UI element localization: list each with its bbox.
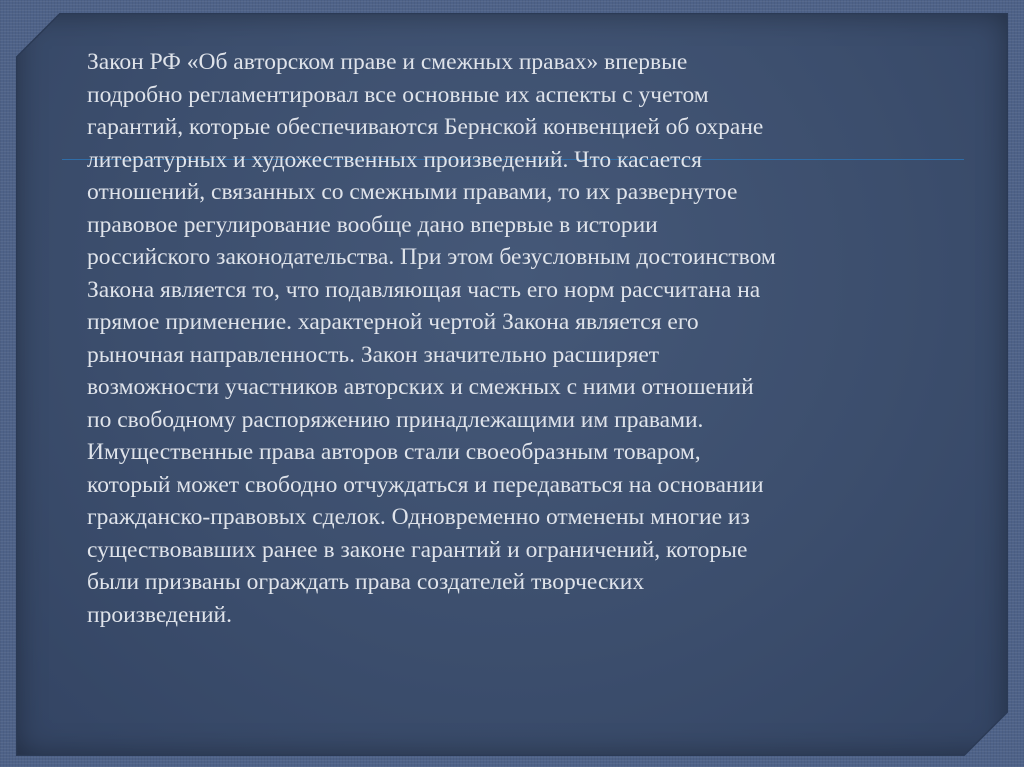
slide-body-text: Закон РФ «Об авторском праве и смежных правах» впервые подробно регламентировал все основные их аспекты с учетом гарантий, которые обеспечиваются Бернской конвенцией об охране литературных и художественных произведений. Что касается отношений, связанных со смежными правами, то их развернутое правовое регулирование вообще дано впервые в истории российского законодательства. При этом безусловным достоинством Закона является то, что подавляющая часть его норм рассчитана на прямое применение. характерной чертой Закона является его рыночная направленность. Закон значительно расширяет возможности участников авторских и смежных с ними отношений по свободному распоряжению принадлежащими им правами. Имущественные права авторов стали своеобразным товаром, который может свободно отчуждаться и передаваться на основании гражданско-правовых сделок. Одновременно отменены многие из существовавших ранее в законе гарантий и ограничений, которые были призваны ограждать права создателей творческих произведений. [87, 49, 776, 628]
